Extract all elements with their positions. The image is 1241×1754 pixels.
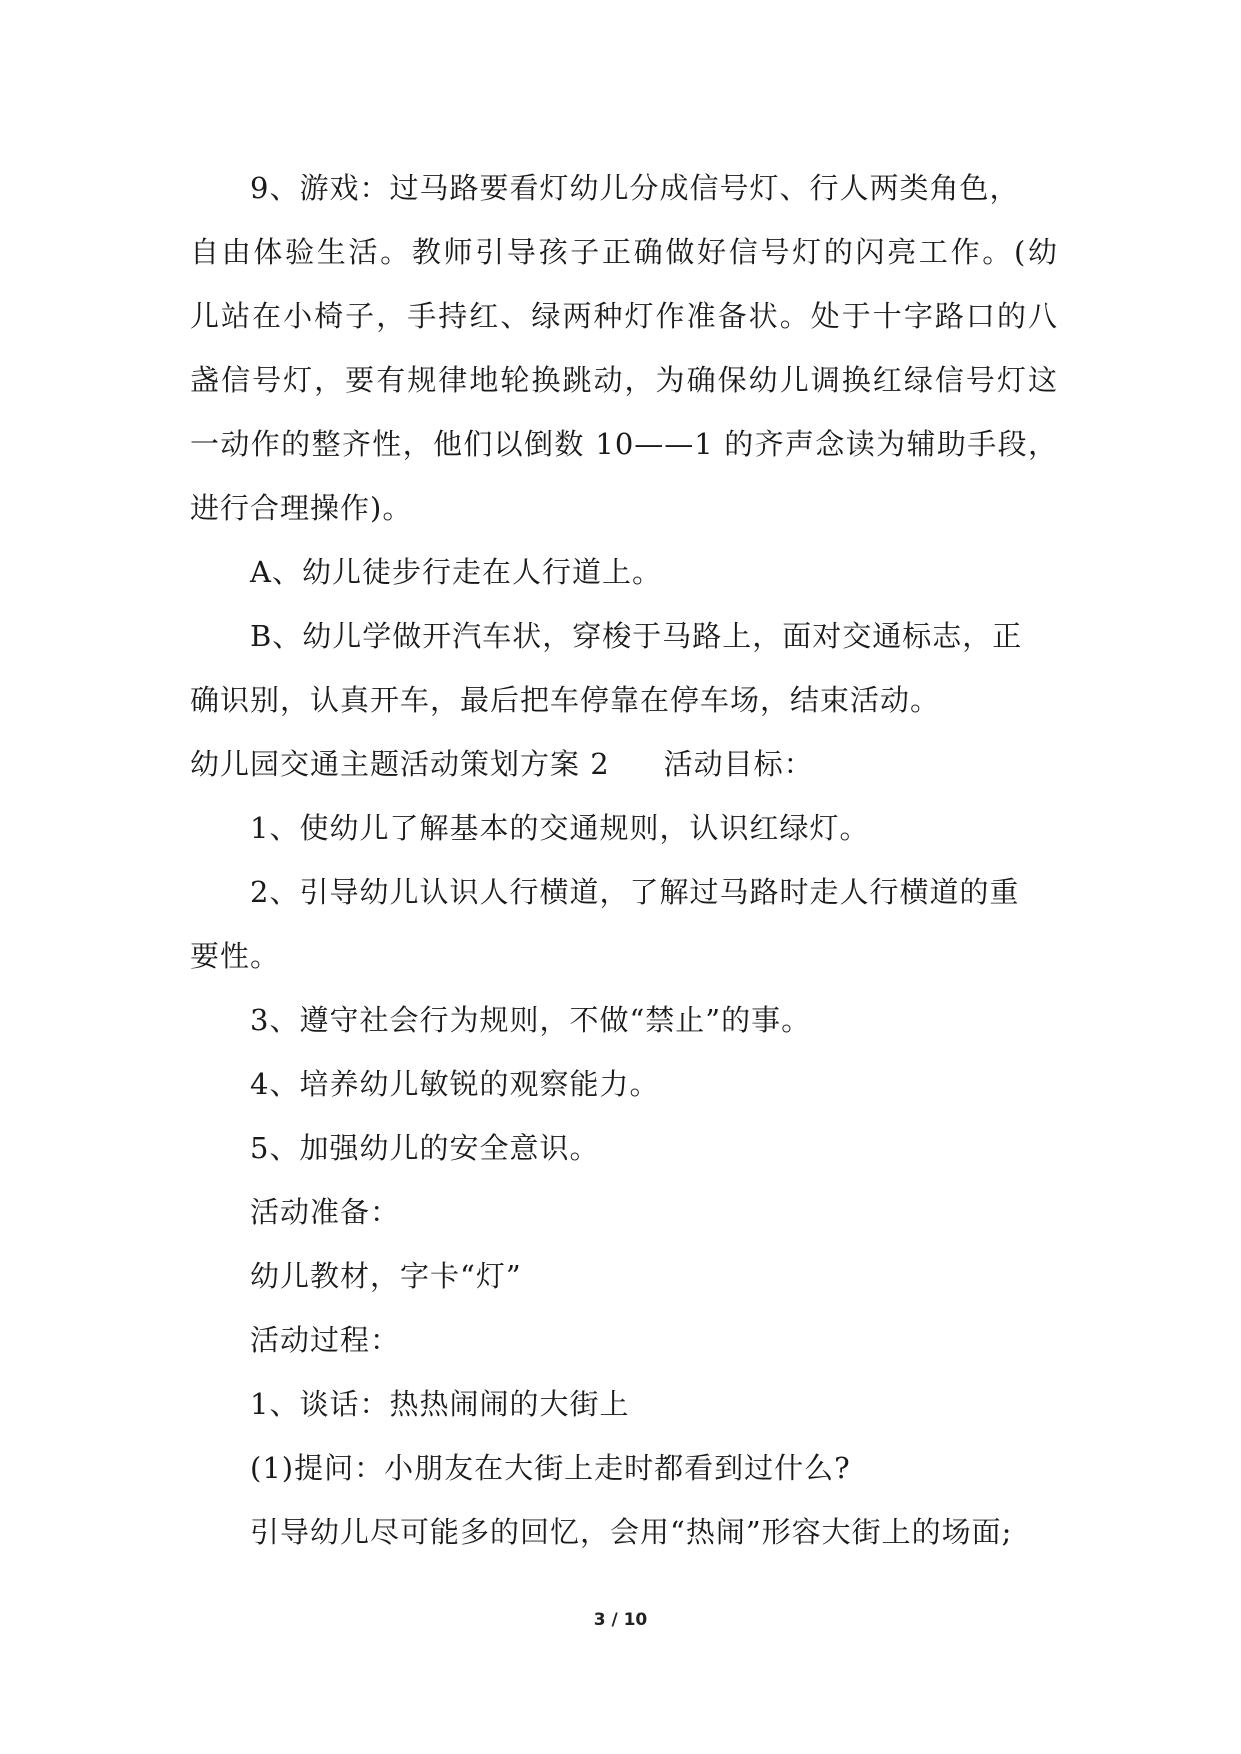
paragraph-line: 引导幼儿尽可能多的回忆，会用“热闹”形容大街上的场面; (250, 1515, 1013, 1549)
list-item: 5、加强幼儿的安全意识。 (250, 1131, 600, 1165)
paragraph-line: B、幼儿学做开汽车状，穿梭于马路上，面对交通标志，正 (250, 619, 1023, 653)
page-number: 3 / 10 (593, 1610, 648, 1630)
paragraph-line: 儿站在小椅子，手持红、绿两种灯作准备状。处于十字路口的八 (190, 299, 1058, 333)
paragraph-line: 盏信号灯，要有规律地轮换跳动，为确保幼儿调换红绿信号灯这 (190, 363, 1058, 397)
section-title: 幼儿园交通主题活动策划方案 2 (190, 747, 610, 781)
paragraph-line: A、幼儿徒步行走在人行道上。 (250, 555, 662, 589)
section-heading (190, 744, 814, 784)
paragraph-line: 一动作的整齐性，他们以倒数 10——1 的齐声念读为辅助手段， (190, 427, 1058, 461)
list-item: 2、引导幼儿认识人行横道，了解过马路时走人行横道的重 (250, 875, 1020, 909)
list-item: 4、培养幼儿敏锐的观察能力。 (250, 1067, 660, 1101)
subheading: 活动过程： (250, 1323, 401, 1357)
paragraph-line: 9、游戏：过马路要看灯幼儿分成信号灯、行人两类角色， (250, 171, 1020, 205)
subheading: 活动准备： (250, 1195, 401, 1229)
paragraph-line: 确识别，认真开车，最后把车停靠在停车场，结束活动。 (190, 683, 941, 717)
list-item: 1、使幼儿了解基本的交通规则，认识红绿灯。 (250, 811, 870, 845)
list-item-continuation: 要性。 (190, 939, 281, 973)
list-item: 1、谈话：热热闹闹的大街上 (250, 1387, 630, 1421)
section-subtitle: 活动目标： (663, 747, 814, 781)
list-item: 3、遵守社会行为规则，不做“禁止”的事。 (250, 1003, 812, 1037)
paragraph-line: 进行合理操作)。 (190, 491, 413, 525)
list-item: (1)提问：小朋友在大街上走时都看到过什么? (250, 1451, 851, 1485)
paragraph-line: 自由体验生活。教师引导孩子正确做好信号灯的闪亮工作。(幼 (190, 235, 1058, 269)
paragraph-line: 幼儿教材，字卡“灯” (250, 1259, 522, 1293)
